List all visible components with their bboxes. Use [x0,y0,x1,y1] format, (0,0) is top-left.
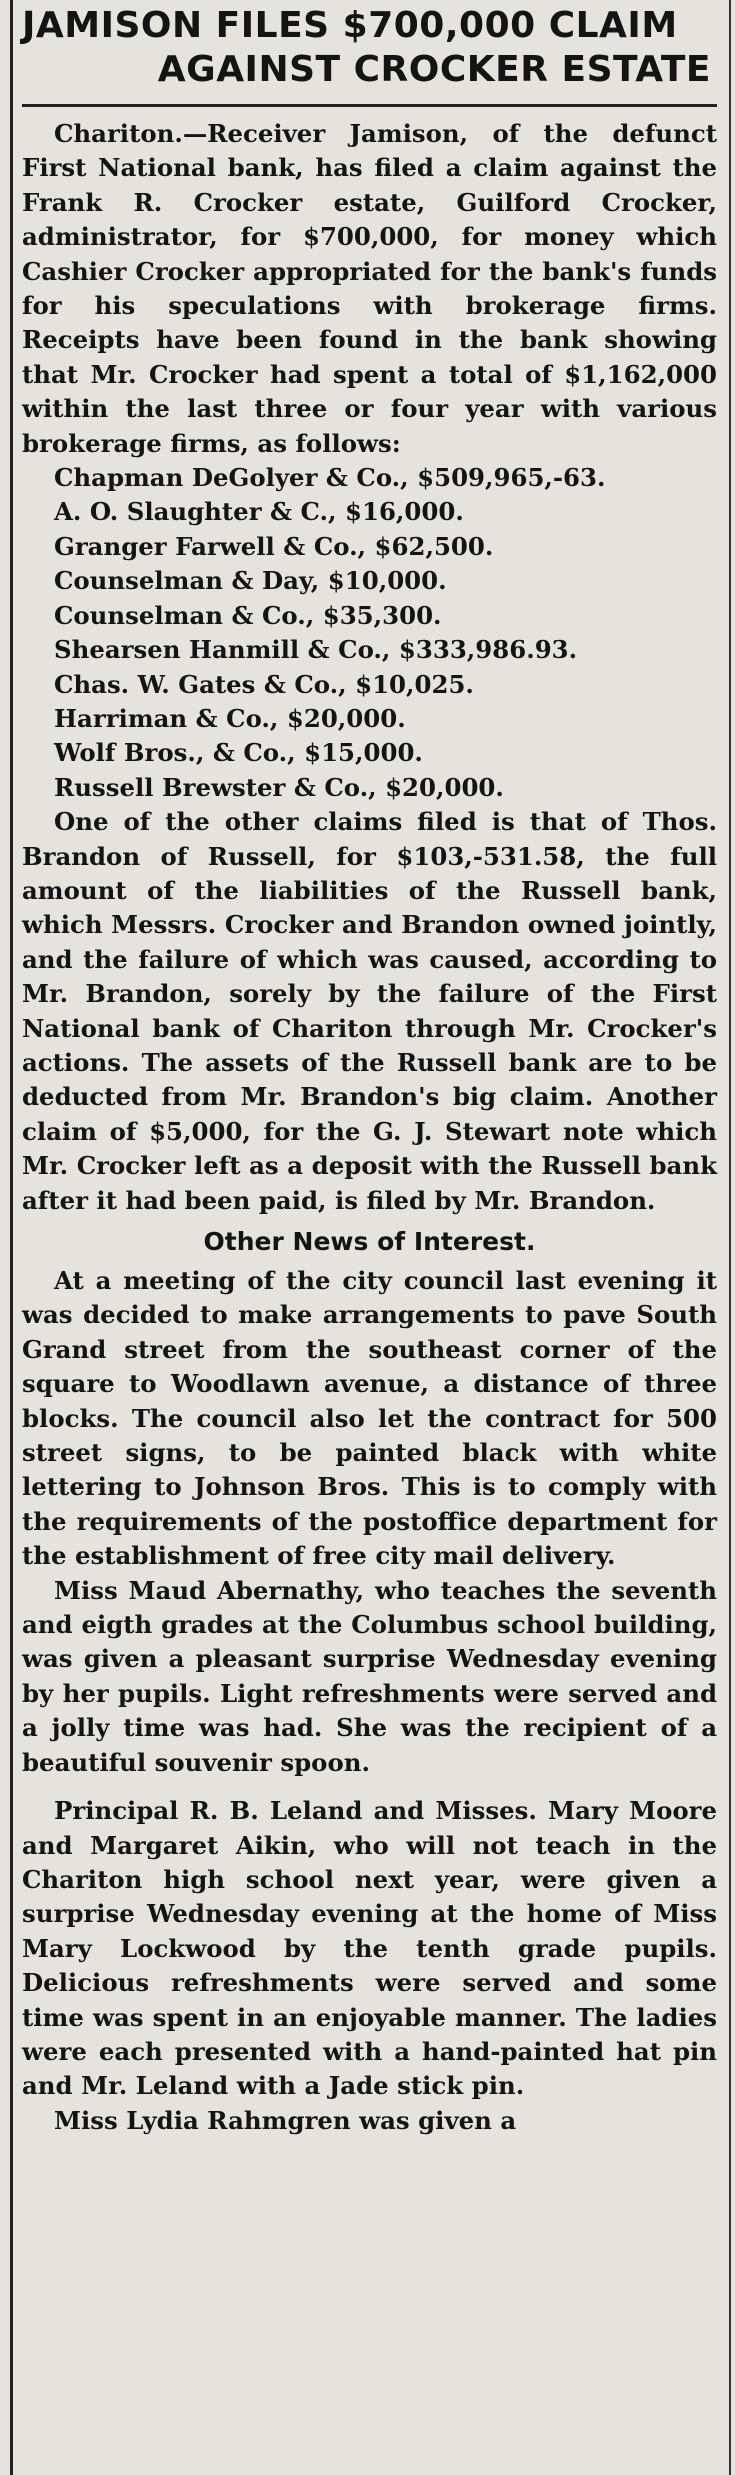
list-item: Wolf Bros., & Co., $15,000. [54,738,423,768]
abernathy-paragraph: Miss Maud Abernathy, who teaches the seventh and eigth grades at the Columbus school building, was given a pleasant surprise Wednesday evening by her pupils. Light refreshments were served and a jolly time was had. She was the recipient of a beautiful souvenir spoon. [22,1575,717,1777]
leland-paragraph: Principal R. B. Leland and Misses. Mary Moore and Margaret Aikin, who will not teach in the Chariton high school next year, were given a surprise Wednesday evening at the home of Miss Mary Lockwood by the tenth grade pupils. Delicious refreshments were served and some time was spent in an enjoyable manner. The ladies were each presented with a hand-painted hat pin and Mr. Leland with a Jade stick pin. [22,1796,717,2101]
list-item: Harriman & Co., $20,000. [54,703,406,733]
brandon-claim-paragraph: One of the other claims filed is that of Thos. Brandon of Russell, for $103,-531.58, the full amount of the liabilities of the Russell bank, which Messrs. Crocker and Brandon owned jointly, and the failure of which was caused, according to Mr. Brandon, sorely by the failure of the First National bank of Chariton through Mr. Crocker's actions. The assets of the Russell bank are to be deducted from Mr. Brandon's big claim. Another claim of $5,000, for the G. J. Stewart note which Mr. Crocker left as a deposit with the Russell bank after it had been paid, is filed by Mr. Brandon. [22,807,717,1215]
council-paragraph: At a meeting of the city council last evening it was decided to make arrangements to pave South Grand street from the southeast corner of the square to Woodlawn avenue, a distance of three blocks. The council also let the contract for 500 street signs, to be painted black with white lettering to Johnson Bros. This is to comply with the requirements of the postoffice department for the establishment of free city mail delivery. [22,1266,717,1571]
list-item: Counselman & Co., $35,300. [54,600,442,630]
paragraph-gap [22,1780,717,1794]
article-column [22,4,717,2138]
headline-divider [22,104,717,107]
headline-line-1: JAMISON FILES $700,000 CLAIM [22,5,678,46]
right-column-rule [729,0,731,2475]
left-column-rule [10,0,13,2475]
list-item: Counselman & Day, $10,000. [54,566,447,596]
headline [22,4,717,92]
article-body [22,117,717,2138]
intro-paragraph: Chariton.—Receiver Jamison, of the defunct First National bank, has filed a claim against the Frank R. Crocker estate, Guilford Crocker, administrator, for $700,000, for money which Cashier Crocker appropriated for the bank's funds for his speculations with brokerage firms. Receipts have been found in the bank showing that Mr. Crocker had spent a total of $1,162,000 within the last three or four year with various brokerage firms, as follows: [22,119,717,458]
list-item: Chapman DeGolyer & Co., $509,965,-63. [54,463,606,493]
list-item: Chas. W. Gates & Co., $10,025. [54,669,474,699]
brokerage-firms-list [22,461,717,805]
list-item: Shearsen Hanmill & Co., $333,986.93. [54,635,578,665]
rahmgren-paragraph: Miss Lydia Rahmgren was given a [54,2105,517,2135]
list-item: A. O. Slaughter & C., $16,000. [54,497,464,527]
list-item: Russell Brewster & Co., $20,000. [54,772,504,802]
headline-line-2: AGAINST CROCKER ESTATE [157,49,711,90]
section-subhead: Other News of Interest. [203,1227,536,1256]
list-item: Granger Farwell & Co., $62,500. [54,531,494,561]
